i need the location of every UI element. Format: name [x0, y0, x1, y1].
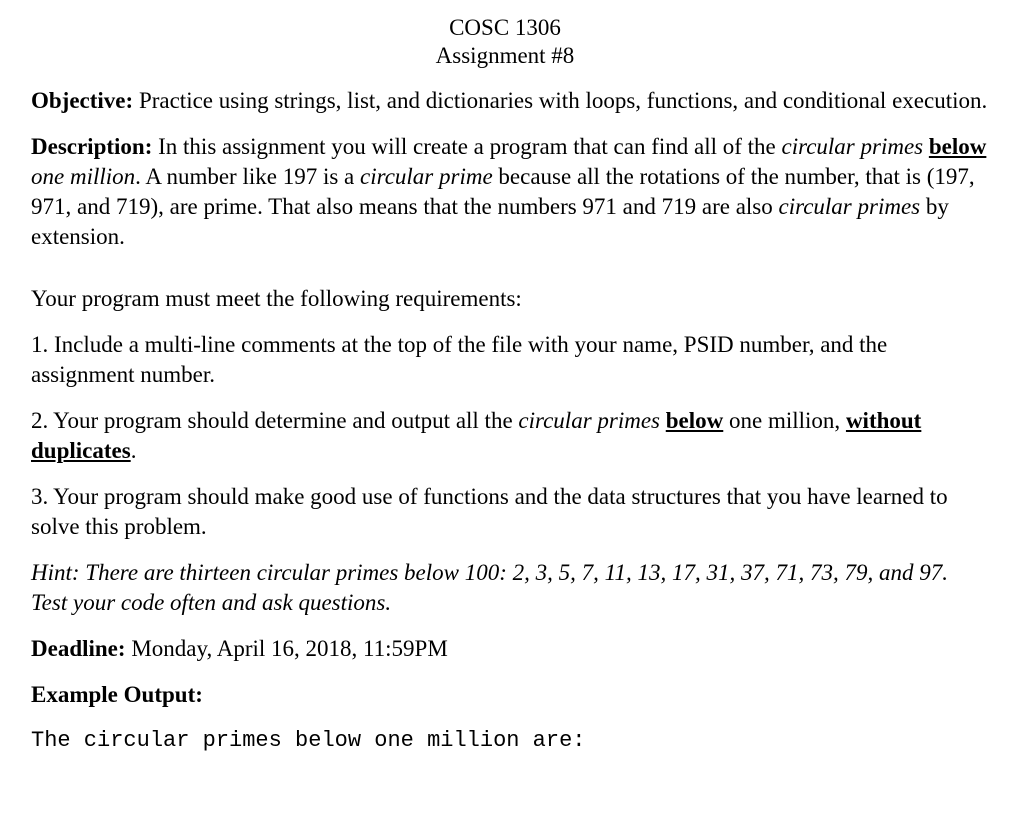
deadline-label: Deadline:	[31, 636, 126, 661]
objective-paragraph	[31, 86, 989, 116]
requirement-item-2	[31, 406, 989, 466]
deadline-paragraph	[31, 634, 989, 664]
example-output-heading: Example Output:	[31, 682, 203, 707]
objective-label: Objective:	[31, 88, 134, 113]
example-output-code: The circular primes below one million are:	[31, 728, 586, 753]
course-title: COSC 1306	[449, 15, 561, 40]
req2-circular-primes: circular primes	[518, 408, 661, 433]
description-text-1: In this assignment you will create a program that can find all of the	[152, 134, 782, 159]
description-text-3: because all the rotations of the number, that is (197, 971, and 719), are prime. That also means that the numbers 971 and 719 are also	[31, 164, 975, 219]
requirements-intro: Your program must meet the following requirements:	[31, 286, 522, 311]
description-one-million: one million	[31, 164, 136, 189]
description-below: below	[928, 134, 987, 159]
description-circular-prime: circular prime	[360, 164, 493, 189]
req2-period: .	[130, 438, 137, 463]
description-paragraph	[31, 132, 989, 252]
description-circular-primes-2: circular primes	[778, 194, 921, 219]
assignment-document	[31, 14, 989, 756]
description-label: Description:	[31, 134, 153, 159]
requirement-item-1: 1. Include a multi-line comments at the top of the file with your name, PSID number, and the assignment number.	[31, 332, 888, 387]
req2-text-1: 2. Your program should determine and output all the	[31, 408, 519, 433]
hint-paragraph: Hint: There are thirteen circular primes below 100: 2, 3, 5, 7, 11, 13, 17, 31, 37, 71, 73, 79, and 97. Test your code often and ask questions.	[31, 560, 948, 615]
document-header	[21, 14, 989, 70]
req2-text-2: one million,	[723, 408, 846, 433]
description-circular-primes: circular primes	[781, 134, 924, 159]
description-text-4: by extension.	[31, 194, 949, 249]
req2-without-duplicates: without duplicates	[31, 408, 922, 463]
assignment-title: Assignment #8	[435, 43, 575, 68]
deadline-text: Monday, April 16, 2018, 11:59PM	[125, 636, 448, 661]
objective-text: Practice using strings, list, and dictionaries with loops, functions, and conditional execution.	[133, 88, 988, 113]
req2-below: below	[665, 408, 724, 433]
description-text-2: . A number like 197 is a	[135, 164, 361, 189]
requirement-item-3: 3. Your program should make good use of functions and the data structures that you have learned to solve this problem.	[31, 484, 948, 539]
